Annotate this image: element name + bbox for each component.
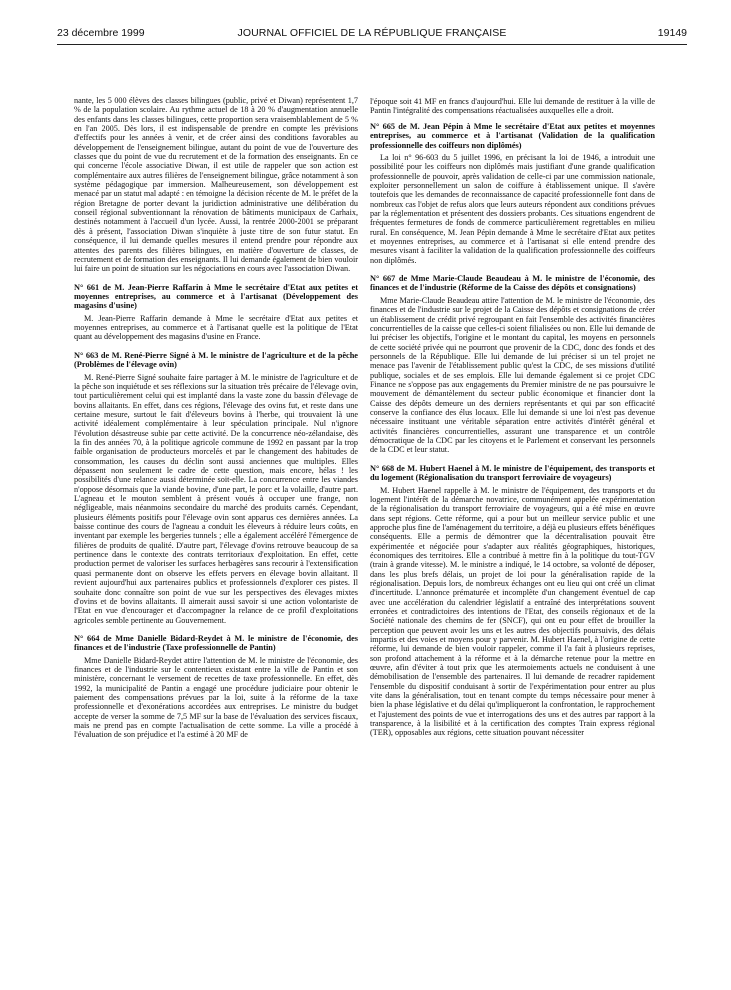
question-663-text: M. René-Pierre Signé souhaite faire partager à M. le ministre de l'agriculture et de la pêche son inquiétude et ses réflexions sur la situation très précaire de l'élevage ovin, tout particulièrement celui qui est implanté dans la vaste zone du bassin d'élevage de bovins allaitants. En effet, dans ces régions, l'élevage des ovins fut, et reste dans une certaine mesure, surtout le fait d'éleveurs bovins à l'herbe, qui trouvaient là une activité idéalement complémentaire à leur spéculation principale. Nul n'ignore l'évolution désastreuse subie par cette activité. De la concurrence néo-zélandaise, dès la fin des années 70, à la politique agricole commune de 1992 en passant par la trop faible organisation de producteurs morcelés et par le changement des habitudes de consommation, les causes du déclin sont aussi anciennes que multiples. Elles dépassent non seulement le cadre de cette question, mais encore, hélas ! les possibilités d'une relance aussi déterminée soit-elle. La concurrence entre les viandes n'oppose désormais que la viande bovine, d'une part, le porc et la volaille, d'autre part. L'agneau et le mouton semblent à présent voués à occuper une frange, non négligeable, mais néanmoins secondaire du marché des produits carnés. Cependant, plusieurs éléments positifs pour l'élevage ovin sont apparus ces dernières années. La baisse continue des cours de l'agneau a conduit les éleveurs à réduire leurs coûts, en inventant par exemple les bergeries tunnels ; elle a également accéléré l'émergence de filières de produits de qualité. D'autre part, l'élevage d'ovins retrouve beaucoup de sa pertinence dans le contexte des contrats territoriaux d'exploitation. En effet, cette production permet de valoriser les surfaces herbagères sans recourir à l'extensification quasi permanente dont on observe les effets pervers en élevage bovin allaitant. Il revient aujourd'hui aux partenaires publics et professionnels d'explorer ces pistes. Il souhaite donc connaître son point de vue sur les perspectives des élevages mixtes d'ovins et de bovins allaitants. Il aimerait aussi savoir si une action volontariste de l'Etat en vue d'encourager et d'accompagner la relance de ce profil d'exploitations agricoles semble pertinente au Gouvernement. <box>74 372 358 625</box>
question-664-heading: N° 664 de Mme Danielle Bidard-Reydet à M. le ministre de l'économie, des finances et de l'industrie (Taxe professionnelle de Pantin) <box>74 633 358 653</box>
journal-title: JOURNAL OFFICIEL DE LA RÉPUBLIQUE FRANÇAISE <box>237 27 507 39</box>
paragraph-continued: nante, les 5 000 élèves des classes bilingues (public, privé et Diwan) représentent 1,7 % de la population scolaire. Au rythme actuel de 18 à 20 % d'augmentation annuelle des enfants dans les classes bilingues, cette proportion sera vraisemblablement de 5 % en l'an 2005. Dès lors, il est indispensable de prendre en compte les prévisions d'effectifs pour les années à venir, et de créer ainsi des conditions favorables au développement de l'enseignement bilingue, autant du point de vue de l'ouverture des classes que du point de vue du recrutement et de la formation des enseignants. En ce qui concerne l'école associative Diwan, il est utile de rappeler que son action est complémentaire aux autres filières de l'enseignement bilingue, grâce notamment à son système pédagogique par immersion. Malheureusement, son développement est menacé par un statut mal adapté : en témoigne la décision récente de M. le préfet de la région Bretagne de porter devant la juridiction administrative une délibération du conseil régional subventionnant la rénovation de bâtiments municipaux de Carhaix, destinés notamment à l'accueil d'un lycée. Aussi, la rentrée 2000-2001 se préparant dès à présent, l'association Diwan s'inquiète à juste titre de son futur statut. En conséquence, il lui demande quelles mesures il entend prendre pour répondre aux attentes des parents des filières bilingues, en matière d'ouverture de classes, de recrutement et de formation des enseignants. Il lui demande également de bien vouloir lui faire un point de situation sur les négociations en cours avec l'association Diwan. <box>74 96 358 274</box>
question-664-text: Mme Danielle Bidard-Reydet attire l'attention de M. le ministre de l'économie, des finances et de l'industrie sur le contentieux existant entre la ville de Pantin et son ministère, concernant le versement de recettes de taxe professionnelle. En effet, dès 1992, la municipalité de Pantin a engagé une procédure judiciaire pour obtenir le paiement des compensations prévues par la loi, suite à la réforme de la taxe professionnelle et d'exonérations accordées aux entreprises. Le ministre du budget accepte de verser la somme de 7,5 MF sur la base de l'évaluation des services fiscaux, mais ne prend pas en compte l'actualisation de cette somme. La ville a procédé à l'évaluation de son préjudice et l'a estimé à 20 MF de <box>74 655 358 740</box>
paragraph-continued-right: l'époque soit 41 MF en francs d'aujourd'hui. Elle lui demande de restituer à la ville de Pantin l'intégralité des compensations réactualisées auxquelles elle a droit. <box>370 97 655 116</box>
question-667-text: Mme Marie-Claude Beaudeau attire l'attention de M. le ministre de l'économie, des finances et de l'industrie sur le projet de la Caisse des dépôts et consignations de créer un établissement de crédit privé regroupant en fait l'ensemble des activités financières concurrentielles de la caisse que celles-ci soient filialisées ou non. Elle lui demande de lui préciser les objectifs, l'origine et le montant du capital, les moyens en personnels de cette société privée qui ne pourront que provenir de la CDC, donc des fonds et des personnels de la République. Elle lui demande de lui préciser si un tel projet ne menace pas l'avenir de l'établissement public qu'est la CDC, de ses missions d'utilité publique, sociales et de ses emplois. Elle lui demande également si ce projet CDC Finance ne s'oppose pas aux engagements du Premier ministre de ne pas poursuivre le mouvement de démantèlement du secteur public économique et financier dont la Caisse des dépôts demeure un des derniers représentants et qui par son efficacité conserve la confiance des élus locaux. Elle lui demande si une loi n'est pas devenue nécessaire instituant une véritable séparation entre activités d'intérêt général et activités financières concurrentielles, assurant une transparence et un contrôle démocratique de la CDC par les citoyens et le Parlement et conservant les personnels de la CDC et leur statut. <box>370 295 655 455</box>
page-header <box>57 27 687 41</box>
question-661-text: M. Jean-Pierre Raffarin demande à Mme le secrétaire d'Etat aux petites et moyennes entreprises, au commerce et à l'artisanat quelle est la politique de l'Etat quant au développement des magasins d'usine en France. <box>74 313 358 342</box>
question-665-text: La loi n° 96-603 du 5 juillet 1996, en précisant la loi de 1946, a introduit une possibilité pour les coiffeurs non diplômés mais justifiant d'une grande qualification professionnelle de pouvoir, après validation de celle-ci par une commission nationale, exploiter personnellement un salon de coiffure à établissement unique. Il s'avère toutefois que les demandes de reconnaissance de capacité professionnelle font dans de nombreux cas l'objet de refus alors que leurs auteurs répondent aux conditions prévues par la réglementation et présentent des dossiers probants. Ces situations engendrent de fréquentes fermetures de fonds de commerce particulièrement regrettables en milieu rural. En conséquence, M. Jean Pépin demande à Mme le secrétaire d'Etat aux petites et moyennes entreprises, au commerce et à l'artisanat si elle entend prendre des mesures visant à faciliter la validation de la qualification professionnelle des coiffeurs non diplômés. <box>370 152 655 265</box>
question-661-heading: N° 661 de M. Jean-Pierre Raffarin à Mme le secrétaire d'Etat aux petites et moyennes entreprises, au commerce et à l'artisanat (Développement des magasins d'usine) <box>74 282 358 311</box>
right-column <box>370 97 655 982</box>
issue-date: 23 décembre 1999 <box>57 27 145 39</box>
header-rule <box>57 44 687 45</box>
question-667-heading: N° 667 de Mme Marie-Claude Beaudeau à M. le ministre de l'économie, des finances et de l'industrie (Réforme de la Caisse des dépôts et consignations) <box>370 274 655 293</box>
question-665-heading: N° 665 de M. Jean Pépin à Mme le secrétaire d'Etat aux petites et moyennes entreprises, au commerce et à l'artisanat (Validation de la qualification professionnelle des coiffeurs non diplômés) <box>370 121 655 150</box>
page-number: 19149 <box>657 27 687 39</box>
question-663-heading: N° 663 de M. René-Pierre Signé à M. le ministre de l'agriculture et de la pêche (Problèmes de l'élevage ovin) <box>74 350 358 370</box>
left-column <box>74 96 358 982</box>
question-668-heading: N° 668 de M. Hubert Haenel à M. le ministre de l'équipement, des transports et du logement (Régionalisation du transport ferroviaire de voyageurs) <box>370 463 655 483</box>
question-668-text: M. Hubert Haenel rappelle à M. le ministre de l'équipement, des transports et du logement l'intérêt de la démarche novatrice, communément appelée expérimentation de la régionalisation du transport ferroviaire de voyageurs, qui a été mise en œuvre dans sept régions. Cette réforme, qui a pour but un meilleur service public et une approche plus fine de l'aménagement du territoire, a déjà eu plusieurs effets bénéfiques conséquents. Elle a permis de démontrer que la décentralisation pouvait être expérimentée et négociée pour s'adapter aux réalités géographiques, historiques, économiques des territoires. Elle a contribué à mettre fin à la politique du tout-TGV (train à grande vitesse). M. le ministre a indiqué, le 14 octobre, sa volonté de déposer, dans les plus brefs délais, un projet de loi pour la généralisation rapide de la régionalisation. Depuis lors, de nombreux échanges ont eu lieu qui ont créé un climat d'incertitude. L'annonce prématurée et incomplète d'un changement éventuel de cap avec une accélération du calendrier législatif a entraîné des interprétations souvent erronées et contradictoires des intentions de l'Etat, des conseils régionaux et de la Société nationale des chemins de fer (SNCF), qui ont eu pour effet de brouiller la perception que peuvent avoir les uns et les autres des objectifs poursuivis, des délais impartis et des voies et moyens pour y parvenir. M. Hubert Haenel, à l'origine de cette réforme, lui demande de bien vouloir rappeler, comme il l'a fait à plusieurs reprises, son profond attachement à la réforme et à la démarche retenue pour la mettre en œuvre, afin d'éviter à tout prix que les atermoiements actuels ne conduisent à une démobilisation de l'ensemble des partenaires. Il lui demande de recadrer rapidement l'ensemble du dispositif conduisant à sortir de l'expérimentation pour entrer au plus vite dans la généralisation, tout en tenant compte du temps nécessaire pour mener à bien la phase législative et du délai qu'impliqueront la confrontation, le rapprochement et l'ajustement des points de vue et interrogations des uns et des autres par rapport à la transparence, à la lisibilité et à la certification des comptes Train express régional (TER), opposables aux régions, cette situation pouvant nécessiter <box>370 485 655 738</box>
